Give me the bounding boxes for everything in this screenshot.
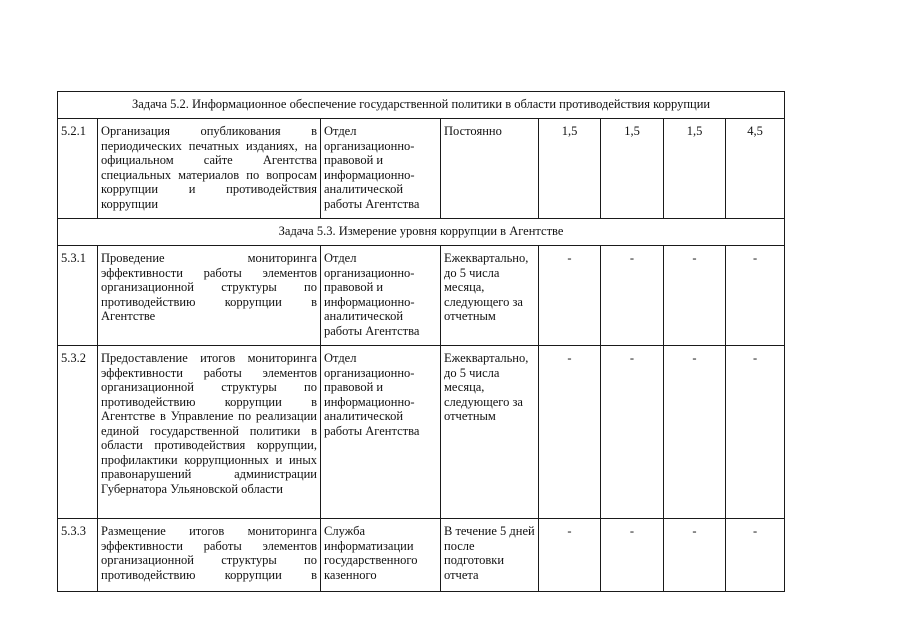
- value-cell: -: [539, 246, 601, 346]
- value-cell: -: [539, 346, 601, 519]
- deadline: В течение 5 дней после подготовки отчета: [441, 519, 539, 592]
- deadline: Ежеквартально, до 5 числа месяца, следующего за отчетным: [441, 346, 539, 519]
- value-cell: -: [601, 346, 664, 519]
- value-total-cell: -: [726, 346, 785, 519]
- table-row: [58, 119, 785, 219]
- responsible-unit: Служба информатизации государственного казенного: [321, 519, 441, 592]
- item-number: 5.3.3: [58, 519, 98, 592]
- deadline: Постоянно: [441, 119, 539, 219]
- task-title: Задача 5.2. Информационное обеспечение государственной политики в области противодействия коррупции: [58, 92, 785, 119]
- value-cell: -: [601, 519, 664, 592]
- value-cell: -: [601, 246, 664, 346]
- value-cell: -: [664, 246, 726, 346]
- responsible-unit: Отдел организационно-правовой и информационно-аналитической работы Агентства: [321, 119, 441, 219]
- table-body: [58, 92, 785, 592]
- value-total-cell: -: [726, 519, 785, 592]
- activity-description: Организация опубликования в периодических печатных изданиях, на официальном сайте Агентства специальных материалов по вопросам коррупции и противодействия коррупции: [98, 119, 321, 219]
- value-total-cell: 4,5: [726, 119, 785, 219]
- responsible-unit: Отдел организационно-правовой и информационно-аналитической работы Агентства: [321, 246, 441, 346]
- value-cell: -: [664, 346, 726, 519]
- activity-description: Предоставление итогов мониторинга эффективности работы элементов организационной структуры по противодействию коррупции в Агентстве в Управление по реализации единой государственной политики в области противодействия коррупции, профилактики коррупционных и иных правонарушений администрации Губернатора Ульяновской области: [98, 346, 321, 519]
- task-title: Задача 5.3. Измерение уровня коррупции в Агентстве: [58, 219, 785, 246]
- value-total-cell: -: [726, 246, 785, 346]
- table-row: [58, 519, 785, 592]
- item-number: 5.3.2: [58, 346, 98, 519]
- item-number: 5.2.1: [58, 119, 98, 219]
- value-cell: 1,5: [601, 119, 664, 219]
- responsible-unit: Отдел организационно-правовой и информационно-аналитической работы Агентства: [321, 346, 441, 519]
- item-number: 5.3.1: [58, 246, 98, 346]
- value-cell: -: [664, 519, 726, 592]
- value-cell: 1,5: [539, 119, 601, 219]
- value-cell: 1,5: [664, 119, 726, 219]
- table-row: [58, 246, 785, 346]
- table-row: [58, 346, 785, 519]
- value-cell: -: [539, 519, 601, 592]
- activity-description: Размещение итогов мониторинга эффективности работы элементов организационной структуры по противодействию коррупции в: [98, 519, 321, 592]
- task-header-row: [58, 92, 785, 119]
- task-header-row: [58, 219, 785, 246]
- activity-description: Проведение мониторинга эффективности работы элементов организационной структуры по противодействию коррупции в Агентстве: [98, 246, 321, 346]
- deadline: Ежеквартально, до 5 числа месяца, следующего за отчетным: [441, 246, 539, 346]
- anti-corruption-plan-table: [57, 91, 785, 592]
